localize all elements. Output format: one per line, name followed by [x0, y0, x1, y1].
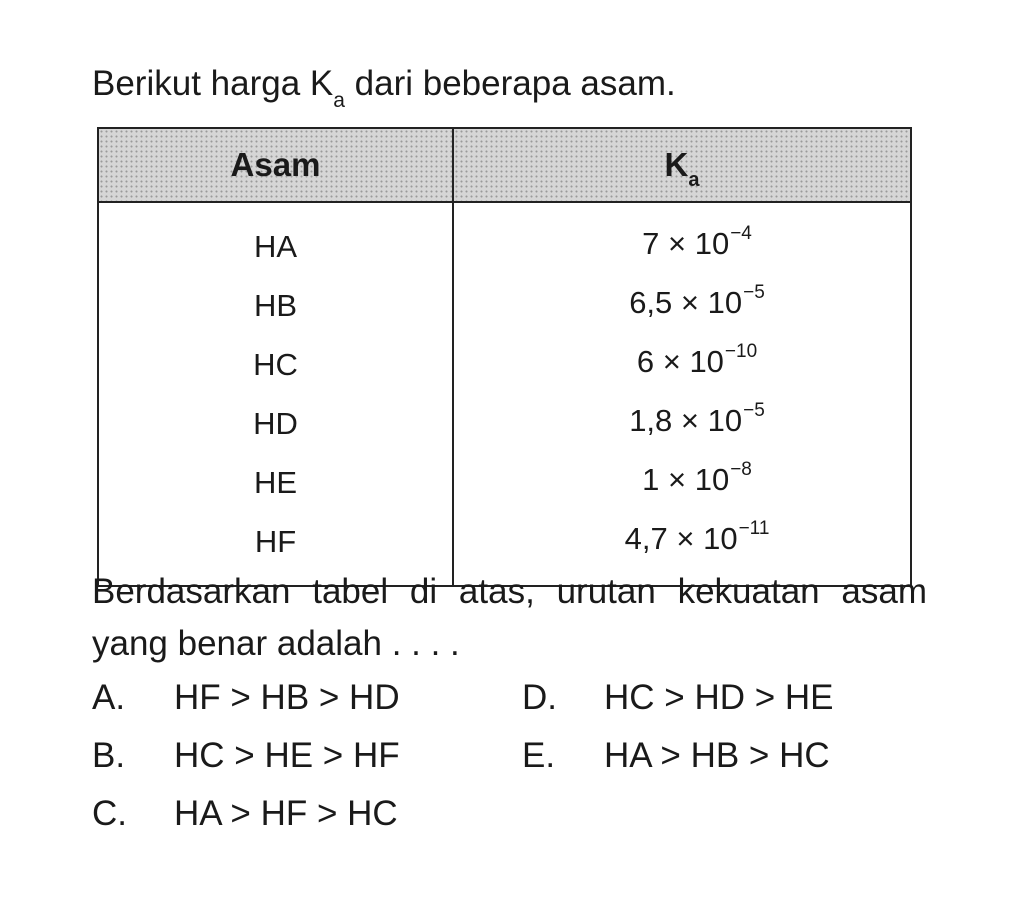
option-d-letter: D. [522, 678, 557, 717]
acid-cell: HD [98, 394, 453, 453]
table-row [98, 276, 911, 335]
intro-text-before: Berikut harga K [92, 64, 334, 103]
option-c-text: HA > HF > HC [174, 794, 398, 833]
times-sign: × [680, 285, 700, 320]
acid-cell: HF [98, 512, 453, 586]
ka-base: 10 [707, 403, 743, 438]
ka-cell [453, 335, 911, 394]
intro-ka-subscript: a [333, 89, 345, 112]
ka-coefficient: 6 [636, 344, 655, 379]
intro-text [92, 62, 676, 111]
table-header-row [98, 128, 911, 202]
ka-exponent: −11 [738, 518, 770, 539]
intro-text-after: dari beberapa asam. [344, 64, 676, 103]
ka-coefficient: 1 [642, 462, 660, 497]
ka-base: 10 [694, 462, 730, 497]
times-sign: × [667, 462, 687, 497]
ka-base: 10 [689, 344, 724, 379]
ka-cell [453, 453, 911, 512]
ka-base: 10 [703, 521, 738, 556]
header-ka-main: K [664, 146, 689, 183]
option-c-letter: C. [92, 794, 127, 833]
ka-table [97, 127, 912, 587]
question-text: Berdasarkan tabel di atas, urutan kekuatan asam yang benar adalah . . . . [92, 572, 927, 663]
ka-cell [453, 276, 911, 335]
ka-cell [453, 202, 911, 276]
times-sign: × [662, 344, 681, 379]
times-sign: × [667, 226, 687, 261]
acid-cell: HC [98, 335, 453, 394]
option-e-text: HA > HB > HC [604, 736, 830, 775]
option-b[interactable] [92, 734, 400, 778]
option-a[interactable] [92, 676, 400, 720]
table-row [98, 453, 911, 512]
option-d[interactable] [522, 676, 834, 720]
header-ka [453, 128, 911, 202]
option-d-text: HC > HD > HE [604, 678, 834, 717]
times-sign: × [676, 521, 695, 556]
times-sign: × [680, 403, 700, 438]
option-b-text: HC > HE > HF [174, 736, 400, 775]
ka-coefficient: 6,5 [629, 285, 673, 320]
table-row [98, 394, 911, 453]
acid-cell: HA [98, 202, 453, 276]
option-b-letter: B. [92, 736, 126, 775]
acid-cell: HB [98, 276, 453, 335]
option-a-letter: A. [92, 678, 126, 717]
ka-cell [453, 394, 911, 453]
ka-exponent: −10 [724, 341, 758, 362]
ka-exponent: −8 [730, 459, 752, 480]
option-c[interactable] [92, 792, 398, 836]
header-acid: Asam [98, 128, 453, 202]
acid-cell: HE [98, 453, 453, 512]
ka-coefficient: 1,8 [629, 403, 673, 438]
ka-exponent: −5 [743, 282, 765, 303]
ka-exponent: −4 [730, 223, 752, 244]
ka-base: 10 [707, 285, 743, 320]
ka-coefficient: 4,7 [624, 521, 668, 556]
ka-coefficient: 7 [642, 226, 660, 261]
option-a-text: HF > HB > HD [174, 678, 400, 717]
header-ka-subscript: a [688, 169, 700, 191]
option-e[interactable] [522, 734, 830, 778]
ka-exponent: −5 [743, 400, 765, 421]
ka-base: 10 [694, 226, 730, 261]
table-row [98, 335, 911, 394]
table-row [98, 202, 911, 276]
option-e-letter: E. [522, 736, 556, 775]
